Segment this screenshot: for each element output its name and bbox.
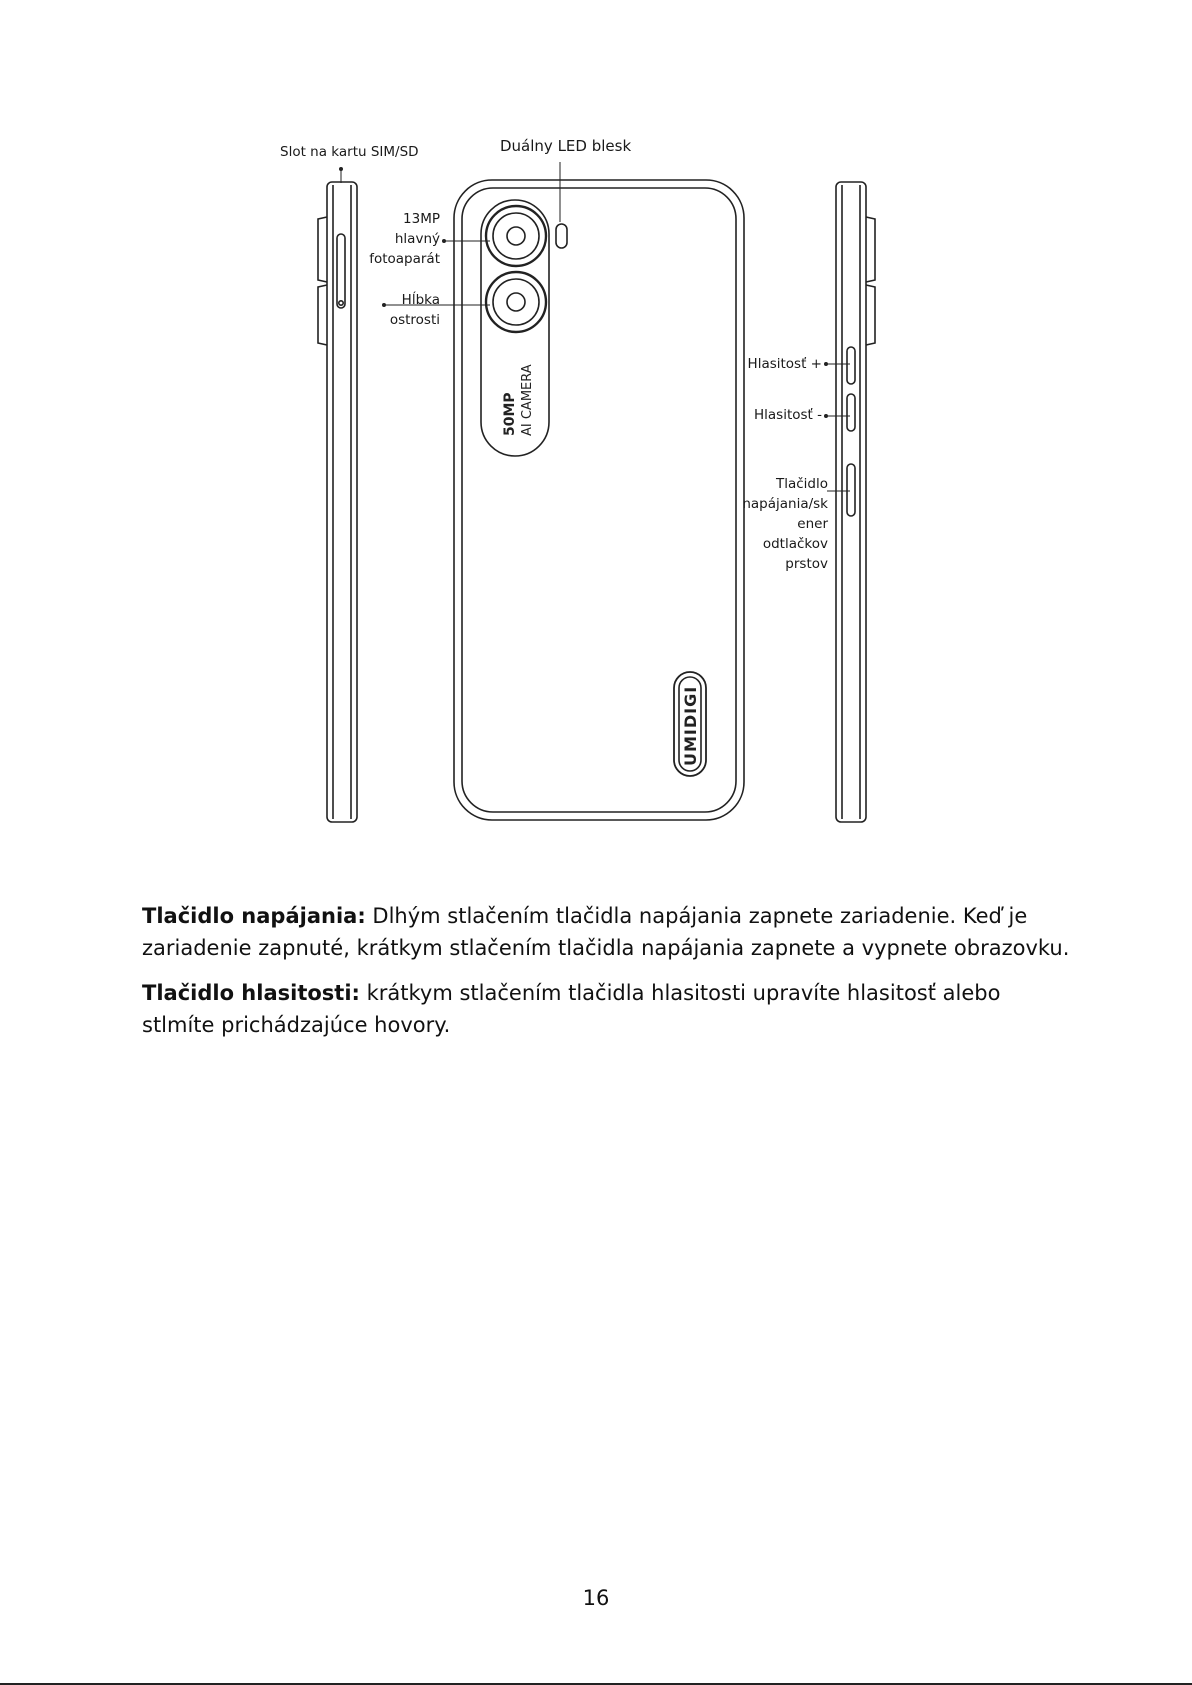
flash-led <box>556 224 567 248</box>
volume-down-key <box>847 394 855 431</box>
power-button-paragraph <box>142 900 1072 964</box>
volume-button-text: krátkym stlačením tlačidla hlasitosti upravíte hlasitosť alebo stlmíte prichádzajúce hovory. <box>142 981 1001 1037</box>
camera-text-ai: AI CAMERA <box>520 364 535 436</box>
power-button-title: Tlačidlo napájania: <box>142 904 366 928</box>
page-number: 16 <box>582 1586 610 1610</box>
volume-button-title: Tlačidlo hlasitosti: <box>142 981 360 1005</box>
phone-left-side-view <box>318 182 357 822</box>
label-depth: Hĺbka ostrosti <box>389 292 440 328</box>
volume-up-key <box>847 347 855 384</box>
label-sim-slot: Slot na kartu SIM/SD <box>280 144 419 160</box>
brand-logo: UMIDIGI <box>681 685 700 766</box>
phone-back-view <box>454 180 744 820</box>
power-button-text: Dlhým stlačením tlačidla napájania zapnete zariadenie. Keď je zariadenie zapnuté, krátkym stlačením tlačidla napájania zapnete a vypnete obrazovku. <box>142 904 1070 960</box>
label-flash: Duálny LED blesk <box>500 137 632 155</box>
label-main-camera: 13MP hlavný fotoaparát <box>369 211 440 267</box>
phone-right-side-view <box>836 182 875 822</box>
label-volume-down: Hlasitosť - <box>753 407 822 423</box>
camera-text-50mp: 50MP <box>502 392 518 436</box>
volume-button-paragraph <box>142 977 1072 1041</box>
power-key <box>847 464 855 516</box>
label-power-button: Tlačidlo napájania/sk ener odtlačkov prstov <box>742 476 828 572</box>
label-volume-up: Hlasitosť + <box>747 356 822 372</box>
